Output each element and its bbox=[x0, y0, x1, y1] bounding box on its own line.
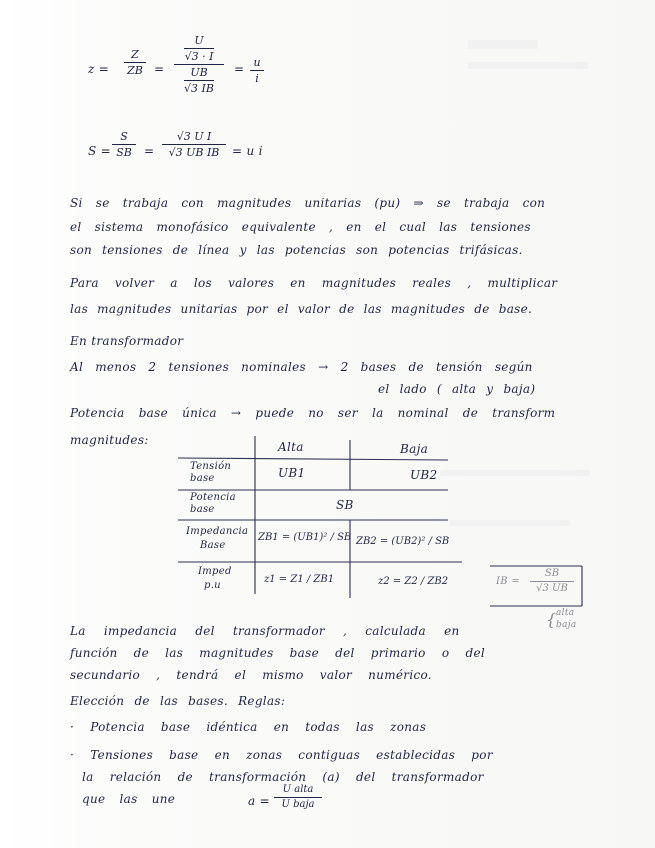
z-big-num-bot: √3 · I bbox=[184, 50, 214, 63]
a-num: U alta bbox=[282, 784, 314, 795]
z-eq2: = bbox=[234, 62, 245, 76]
p3-line1: Al menos 2 tensiones nominales → 2 bases de tensión según bbox=[70, 360, 533, 374]
p1-line1: Si se trabaja con magnitudes unitarias (pu) ⇒ se trabaja con bbox=[70, 196, 546, 210]
p3-line2: el lado ( alta y baja) bbox=[378, 382, 536, 396]
heading-eleccion: Elección de las bases. Reglas: bbox=[70, 694, 286, 708]
side-note-alta: alta bbox=[556, 608, 575, 618]
p1-line2: el sistema monofásico equivalente , en el cual las tensiones bbox=[70, 220, 531, 234]
cell-impedancia-baja: ZB2 = (UB2)² / SB bbox=[356, 536, 450, 547]
p5-line1: La impedancia del transformador , calculada en bbox=[70, 624, 460, 638]
cell-tension-baja: UB2 bbox=[410, 468, 438, 482]
z-eq1: = bbox=[154, 62, 165, 76]
bullet-1: · Potencia base idéntica en todas las zonas bbox=[70, 720, 427, 734]
row-label-potencia-l1: Potencia bbox=[190, 492, 236, 503]
cell-impedancia-alta: ZB1 = (UB1)² / SB bbox=[258, 532, 352, 543]
bullet-2-line2: la relación de transformación (a) del transformador bbox=[82, 770, 484, 784]
heading-transformador: En transformador bbox=[70, 334, 184, 348]
fraction-bar bbox=[274, 797, 322, 798]
z-frac-num: Z bbox=[131, 48, 139, 61]
bullet-2-line1: · Tensiones base en zonas contiguas establecidas por bbox=[70, 748, 493, 762]
cell-imped-pu-baja: z2 = Z2 / ZB2 bbox=[378, 576, 449, 587]
p2-line2: las magnitudes unitarias por el valor de las magnitudes de base. bbox=[70, 302, 533, 316]
cell-tension-alta: UB1 bbox=[278, 466, 306, 480]
z-result-num: u bbox=[253, 56, 261, 69]
z-lhs: z = bbox=[88, 62, 110, 76]
row-label-impedancia-l2: Base bbox=[200, 540, 226, 551]
row-label-impedancia-l1: Impedancia bbox=[186, 526, 249, 537]
s-big-num: √3 U I bbox=[176, 130, 212, 143]
p1-line3: son tensiones de línea y las potencias son potencias trifásicas. bbox=[70, 243, 523, 257]
z-big-den-bot: √3 IB bbox=[184, 82, 214, 95]
z-result-den: i bbox=[255, 72, 259, 85]
row-label-imped-pu-l1: Imped bbox=[198, 566, 232, 577]
s-eq1: = bbox=[144, 144, 155, 158]
fraction-bar bbox=[530, 581, 574, 582]
side-note-baja: baja bbox=[556, 620, 577, 630]
side-note-ib-lhs: IB = bbox=[496, 576, 521, 587]
p4-line1: Potencia base única → puede no ser la nominal de transform bbox=[70, 406, 556, 420]
side-note-ib-den: √3 UB bbox=[536, 583, 568, 594]
p5-line3: secundario , tendrá el mismo valor numérico. bbox=[70, 668, 432, 682]
cell-imped-pu-alta: z1 = Z1 / ZB1 bbox=[264, 574, 335, 585]
p2-line1: Para volver a los valores en magnitudes reales , multiplicar bbox=[70, 276, 558, 290]
a-den: U baja bbox=[281, 799, 315, 810]
cell-potencia-merged: SB bbox=[336, 498, 354, 512]
table-header-alta: Alta bbox=[278, 440, 304, 454]
s-frac-den: SB bbox=[116, 146, 132, 159]
row-label-imped-pu-l2: p.u bbox=[204, 580, 221, 591]
side-note-ib-num: SB bbox=[544, 568, 560, 579]
s-big-den: √3 UB IB bbox=[168, 146, 220, 159]
s-frac-num: S bbox=[120, 130, 128, 143]
s-result: = u i bbox=[232, 144, 263, 158]
s-lhs: S = bbox=[88, 144, 111, 158]
z-big-num-top: U bbox=[194, 34, 204, 47]
side-note-brace: { bbox=[546, 610, 557, 629]
z-frac-den: ZB bbox=[127, 64, 143, 77]
row-label-tension-l1: Tensión bbox=[190, 461, 232, 472]
side-note-ib-fraction bbox=[530, 568, 574, 595]
row-label-tension-l2: base bbox=[190, 473, 215, 484]
row-label-potencia-l2: base bbox=[190, 504, 215, 515]
p5-line2: función de las magnitudes base del primario o del bbox=[70, 646, 485, 660]
table-header-baja: Baja bbox=[400, 442, 429, 456]
z-big-den-top: UB bbox=[190, 66, 208, 79]
a-lhs: a = bbox=[248, 794, 270, 808]
p4-line2: magnitudes: bbox=[70, 433, 149, 447]
a-fraction bbox=[274, 784, 322, 811]
bullet-2-line3: que las une bbox=[82, 792, 176, 806]
